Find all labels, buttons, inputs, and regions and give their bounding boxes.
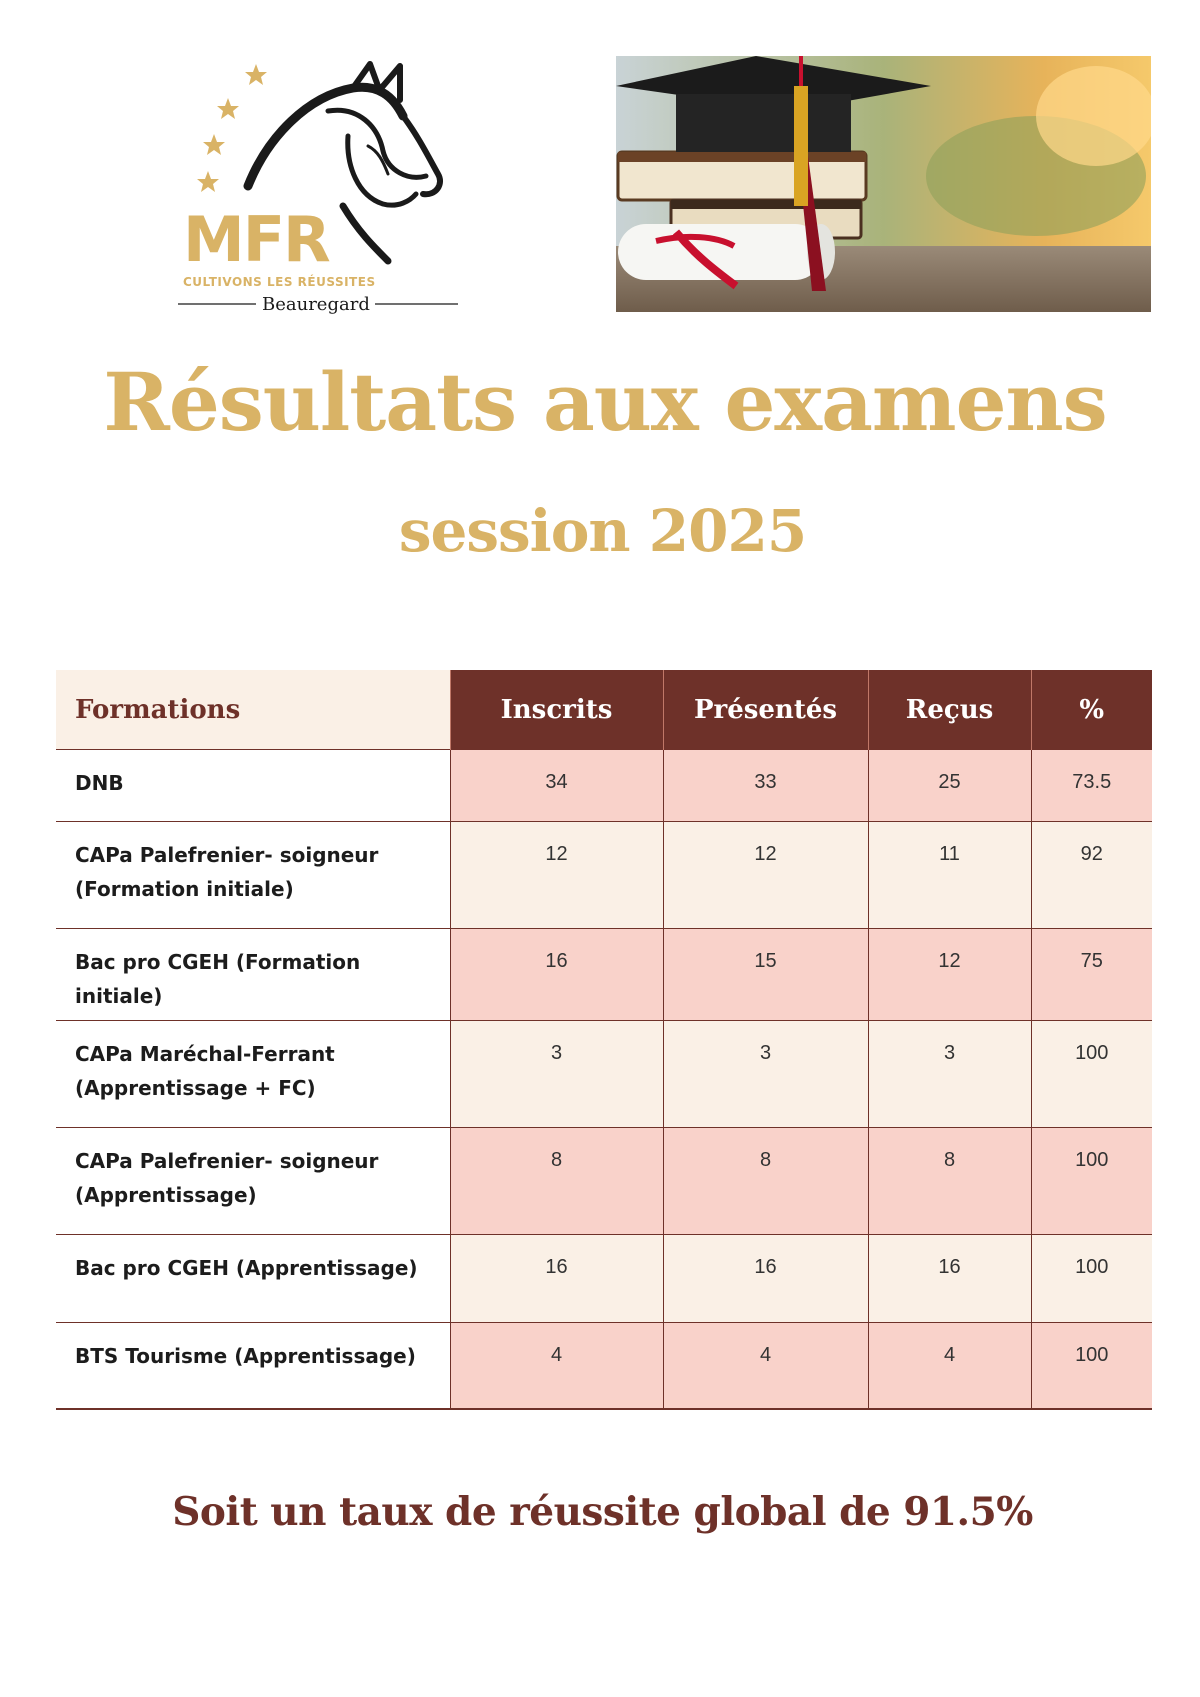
mfr-logo	[178, 56, 478, 321]
formation-line: (Apprentissage + FC)	[75, 1076, 316, 1100]
inscrits-cell: 3	[450, 1021, 663, 1128]
formation-cell	[56, 1128, 450, 1235]
formation-cell	[56, 750, 450, 822]
recus-cell: 12	[868, 929, 1031, 1021]
page-subtitle: session 2025	[398, 497, 807, 565]
horse-head-logo-icon	[178, 56, 478, 321]
inscrits-cell: 16	[450, 929, 663, 1021]
inscrits-cell: 4	[450, 1323, 663, 1409]
formation-line: CAPa Palefrenier- soigneur	[75, 1149, 379, 1173]
presentes-cell: 4	[663, 1323, 868, 1409]
recus-cell: 3	[868, 1021, 1031, 1128]
header-formations: Formations	[56, 670, 450, 750]
inscrits-cell: 12	[450, 822, 663, 929]
formation-line: CAPa Maréchal-Ferrant	[75, 1042, 335, 1066]
inscrits-cell: 16	[450, 1235, 663, 1323]
formation-line: Bac pro CGEH (Apprentissage)	[75, 1256, 418, 1280]
recus-cell: 8	[868, 1128, 1031, 1235]
recus-cell: 25	[868, 750, 1031, 822]
header-presentes: Présentés	[663, 670, 868, 750]
recus-cell: 11	[868, 822, 1031, 929]
inscrits-cell: 34	[450, 750, 663, 822]
recus-cell: 4	[868, 1323, 1031, 1409]
table-row	[56, 1021, 1152, 1128]
formation-cell	[56, 1323, 450, 1409]
graduation-cap-books-icon	[616, 56, 1151, 312]
percent-cell: 100	[1031, 1235, 1152, 1323]
formation-cell	[56, 1235, 450, 1323]
percent-cell: 75	[1031, 929, 1152, 1021]
presentes-cell: 3	[663, 1021, 868, 1128]
percent-cell: 100	[1031, 1323, 1152, 1409]
table-row	[56, 929, 1152, 1021]
formation-line: DNB	[75, 771, 124, 795]
formation-line: Bac pro CGEH (Formation initiale)	[75, 950, 361, 1008]
table-header-row	[56, 670, 1152, 750]
formation-cell	[56, 1021, 450, 1128]
svg-text:MFR: MFR	[183, 203, 329, 276]
graduation-photo	[616, 56, 1151, 312]
formation-line: (Formation initiale)	[75, 877, 294, 901]
percent-cell: 100	[1031, 1128, 1152, 1235]
table-row	[56, 822, 1152, 929]
formation-cell	[56, 822, 450, 929]
presentes-cell: 12	[663, 822, 868, 929]
presentes-cell: 33	[663, 750, 868, 822]
table-row	[56, 750, 1152, 822]
presentes-cell: 15	[663, 929, 868, 1021]
header-inscrits: Inscrits	[450, 670, 663, 750]
recus-cell: 16	[868, 1235, 1031, 1323]
formation-line: (Apprentissage)	[75, 1183, 257, 1207]
percent-cell: 92	[1031, 822, 1152, 929]
page-title: Résultats aux examens	[103, 355, 1107, 449]
presentes-cell: 16	[663, 1235, 868, 1323]
presentes-cell: 8	[663, 1128, 868, 1235]
percent-cell: 100	[1031, 1021, 1152, 1128]
formation-line: BTS Tourisme (Apprentissage)	[75, 1344, 416, 1368]
svg-text:CULTIVONS LES RÉUSSITES: CULTIVONS LES RÉUSSITES	[183, 275, 376, 289]
formation-cell	[56, 929, 450, 1021]
header-percent: %	[1031, 670, 1152, 750]
header-recus: Reçus	[868, 670, 1031, 750]
svg-text:Beauregard: Beauregard	[262, 294, 370, 315]
results-table	[56, 670, 1152, 1410]
table-row	[56, 1128, 1152, 1235]
table-row	[56, 1323, 1152, 1409]
formation-line: CAPa Palefrenier- soigneur	[75, 843, 379, 867]
table-row	[56, 1235, 1152, 1323]
percent-cell: 73.5	[1031, 750, 1152, 822]
inscrits-cell: 8	[450, 1128, 663, 1235]
global-success-rate: Soit un taux de réussite global de 91.5%	[172, 1489, 1033, 1535]
